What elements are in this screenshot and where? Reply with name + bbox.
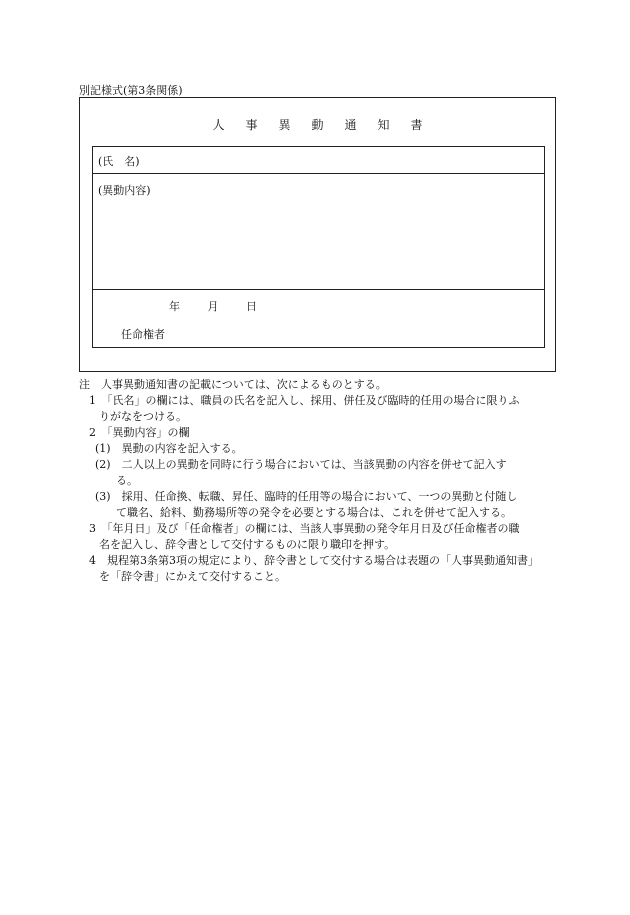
note-2: 2 「異動内容」の欄 (89, 426, 190, 439)
appointer-label: 任命権者 (121, 328, 165, 341)
form-table (92, 146, 545, 348)
note-2-3-continued: て職名、給料、勤務場所等の発令を必要とする場合は、これを併せて記入する。 (116, 506, 512, 519)
note-1: 1 「氏名」の欄には、職員の氏名を記入し、採用、併任及び臨時的任用の場合に限りふ (89, 394, 520, 407)
note-2-1: (1) 異動の内容を記入する。 (95, 442, 243, 455)
form-title: 人事異動通知書 (212, 118, 444, 132)
note-4: 4 規程第3条第3項の規定により、辞令書として交付する場合は表題の「人事異動通知書」 (89, 554, 539, 567)
form-header-label: 別記様式(第3条関係) (79, 84, 183, 97)
note-3-continued: 名を記入し、辞令書として交付するものに限り職印を押す。 (99, 538, 396, 551)
notes-intro: 注 人事異動通知書の記載については、次によるものとする。 (79, 378, 387, 391)
name-label: (氏 名) (98, 155, 140, 168)
transfer-content-row (93, 174, 544, 290)
note-2-3: (3) 採用、任命換、転職、昇任、臨時的任用等の場合において、一つの異動と付随し (95, 490, 518, 503)
note-4-continued: を「辞令書」にかえて交付すること。 (99, 570, 286, 583)
day-label: 日 (246, 300, 257, 313)
notice-form-frame (79, 97, 556, 372)
note-1-continued: りがなをつける。 (99, 410, 187, 423)
transfer-content-label: (異動内容) (98, 184, 151, 197)
year-label: 年 (169, 300, 180, 313)
name-row (93, 147, 544, 174)
notes-section (79, 377, 559, 585)
date-appointer-row (93, 290, 544, 347)
note-2-2-continued: る。 (116, 474, 138, 487)
note-2-2: (2) 二人以上の異動を同時に行う場合においては、当該異動の内容を併せて記入す (95, 458, 507, 471)
date-line (169, 298, 281, 314)
note-3: 3 「年月日」及び「任命権者」の欄には、当該人事異動の発令年月日及び任命権者の職 (89, 522, 520, 535)
month-label: 月 (207, 300, 219, 313)
